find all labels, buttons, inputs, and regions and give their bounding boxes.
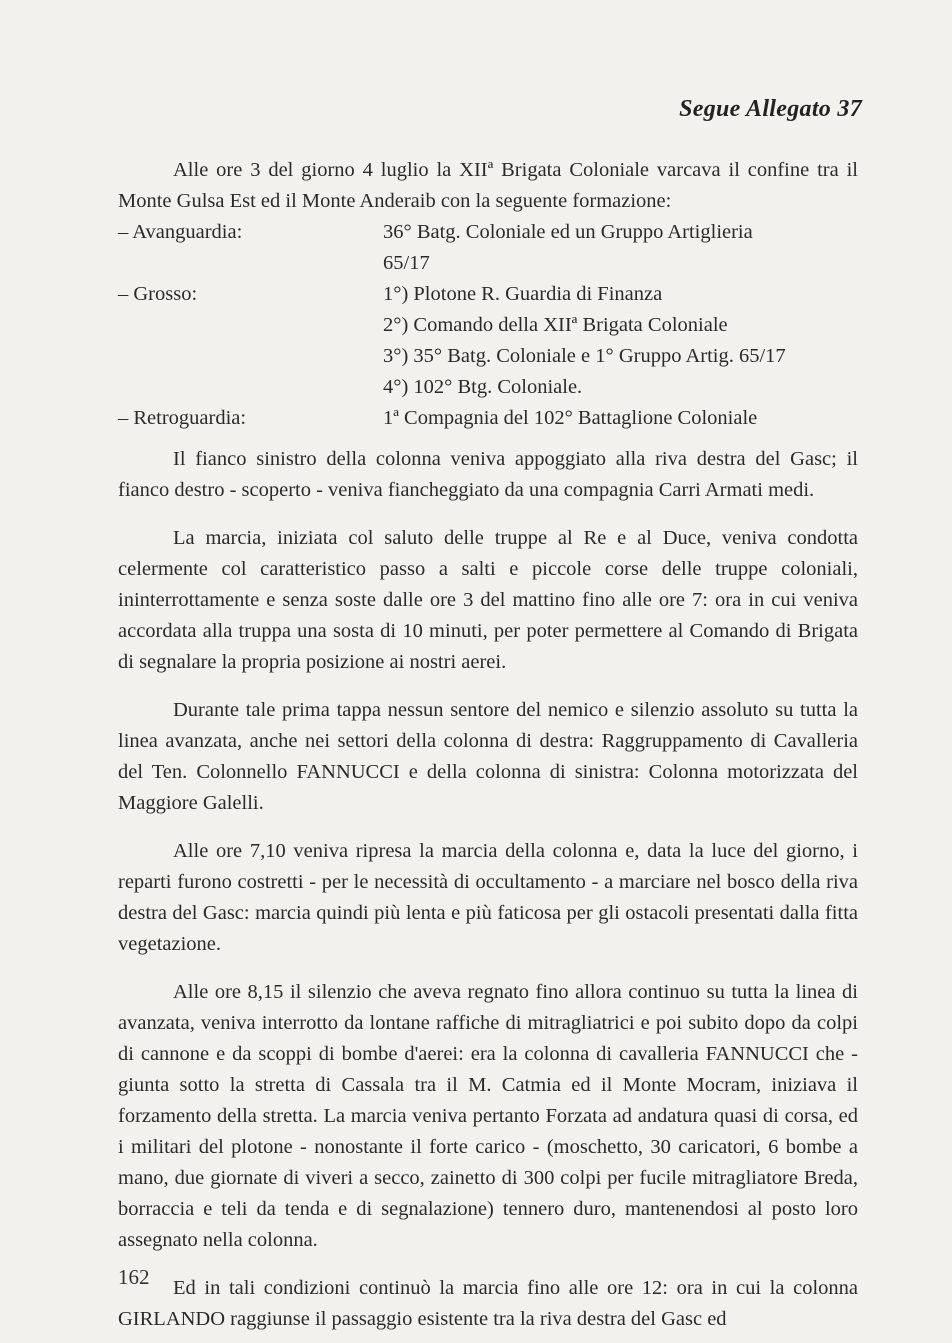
formation-line: 65/17 <box>383 252 430 274</box>
formation-value <box>383 403 858 434</box>
formation-row-retroguardia <box>118 403 858 434</box>
formation-line: 1ª Compagnia del 102° Battaglione Coloniale <box>383 407 758 429</box>
running-head: Segue Allegato 37 <box>679 96 862 122</box>
formation-row-avanguardia <box>118 217 858 279</box>
page-number: 162 <box>118 1265 150 1289</box>
formation-value <box>383 217 858 279</box>
formation-list <box>118 217 858 434</box>
body-paragraph: Il fianco sinistro della colonna veniva appoggiato alla riva destra del Gasc; il fianco destro - scoperto - veniva fiancheggiato da una compagnia Carri Armati medi. <box>118 448 858 501</box>
formation-label: – Grosso: <box>118 283 198 305</box>
formation-label: – Retroguardia: <box>118 407 247 429</box>
body-paragraph: Alle ore 7,10 veniva ripresa la marcia della colonna e, data la luce del giorno, i reparti furono costretti - per le necessità di occultamento - a marciare nel bosco della riva destra del Gasc: marcia quindi più lenta e più faticosa per gli ostacoli presentati dalla fitta vegetazione. <box>118 840 858 955</box>
body-paragraph: Alle ore 8,15 il silenzio che aveva regnato fino allora continuo su tutta la linea di avanzata, veniva interrotto da lontane raffiche di mitragliatrici e poi subito dopo da colpi di cannone e da scoppi di bombe d'aerei: era la colonna di cavalleria FANNUCCI che - giunta sotto la stretta di Cassala tra il M. Catmia ed il Monte Mocram, iniziava il forzamento della stretta. La marcia veniva pertanto Forzata ad andatura quasi di corsa, ed i militari del plotone - nonostante il forte carico - (moschetto, 30 caricatori, 6 bombe a mano, due giornate di viveri a secco, zainetto di 300 colpi per fucile mitragliatore Breda, borraccia e teli da tenda e di segnalazione) tennero duro, mantenendosi al posto loro assegnato nella colonna. <box>118 981 858 1251</box>
page-body <box>118 155 858 1335</box>
formation-label: – Avanguardia: <box>118 221 243 243</box>
formation-line: 3°) 35° Batg. Coloniale e 1° Gruppo Artig. 65/17 <box>383 345 786 367</box>
body-paragraph: La marcia, iniziata col saluto delle truppe al Re e al Duce, veniva condotta celermente col caratteristico passo a salti e piccole corse delle truppe coloniali, ininterrottamente e senza soste dalle ore 3 del mattino fino alle ore 7: ora in cui veniva accordata alla truppa una sosta di 10 minuti, per poter permettere al Comando di Brigata di segnalare la propria posizione ai nostri aerei. <box>118 527 858 673</box>
formation-line: 36° Batg. Coloniale ed un Gruppo Artiglieria <box>383 221 753 243</box>
formation-line: 2°) Comando della XIIª Brigata Coloniale <box>383 314 728 336</box>
body-paragraph: Ed in tali condizioni continuò la marcia fino alle ore 12: ora in cui la colonna GIRLANDO raggiunse il passaggio esistente tra la riva destra del Gasc ed <box>118 1277 858 1330</box>
intro-paragraph: Alle ore 3 del giorno 4 luglio la XIIª Brigata Coloniale varcava il confine tra il Monte Gulsa Est ed il Monte Anderaib con la seguente formazione: <box>118 159 858 212</box>
formation-line: 4°) 102° Btg. Coloniale. <box>383 376 583 398</box>
formation-line: 1°) Plotone R. Guardia di Finanza <box>383 283 663 305</box>
body-paragraph: Durante tale prima tappa nessun sentore del nemico e silenzio assoluto su tutta la linea avanzata, anche nei settori della colonna di destra: Raggruppamento di Cavalleria del Ten. Colonnello FANNUCCI e della colonna di sinistra: Colonna motorizzata del Maggiore Galelli. <box>118 699 858 814</box>
formation-row-grosso <box>118 279 858 403</box>
formation-value <box>383 279 858 403</box>
